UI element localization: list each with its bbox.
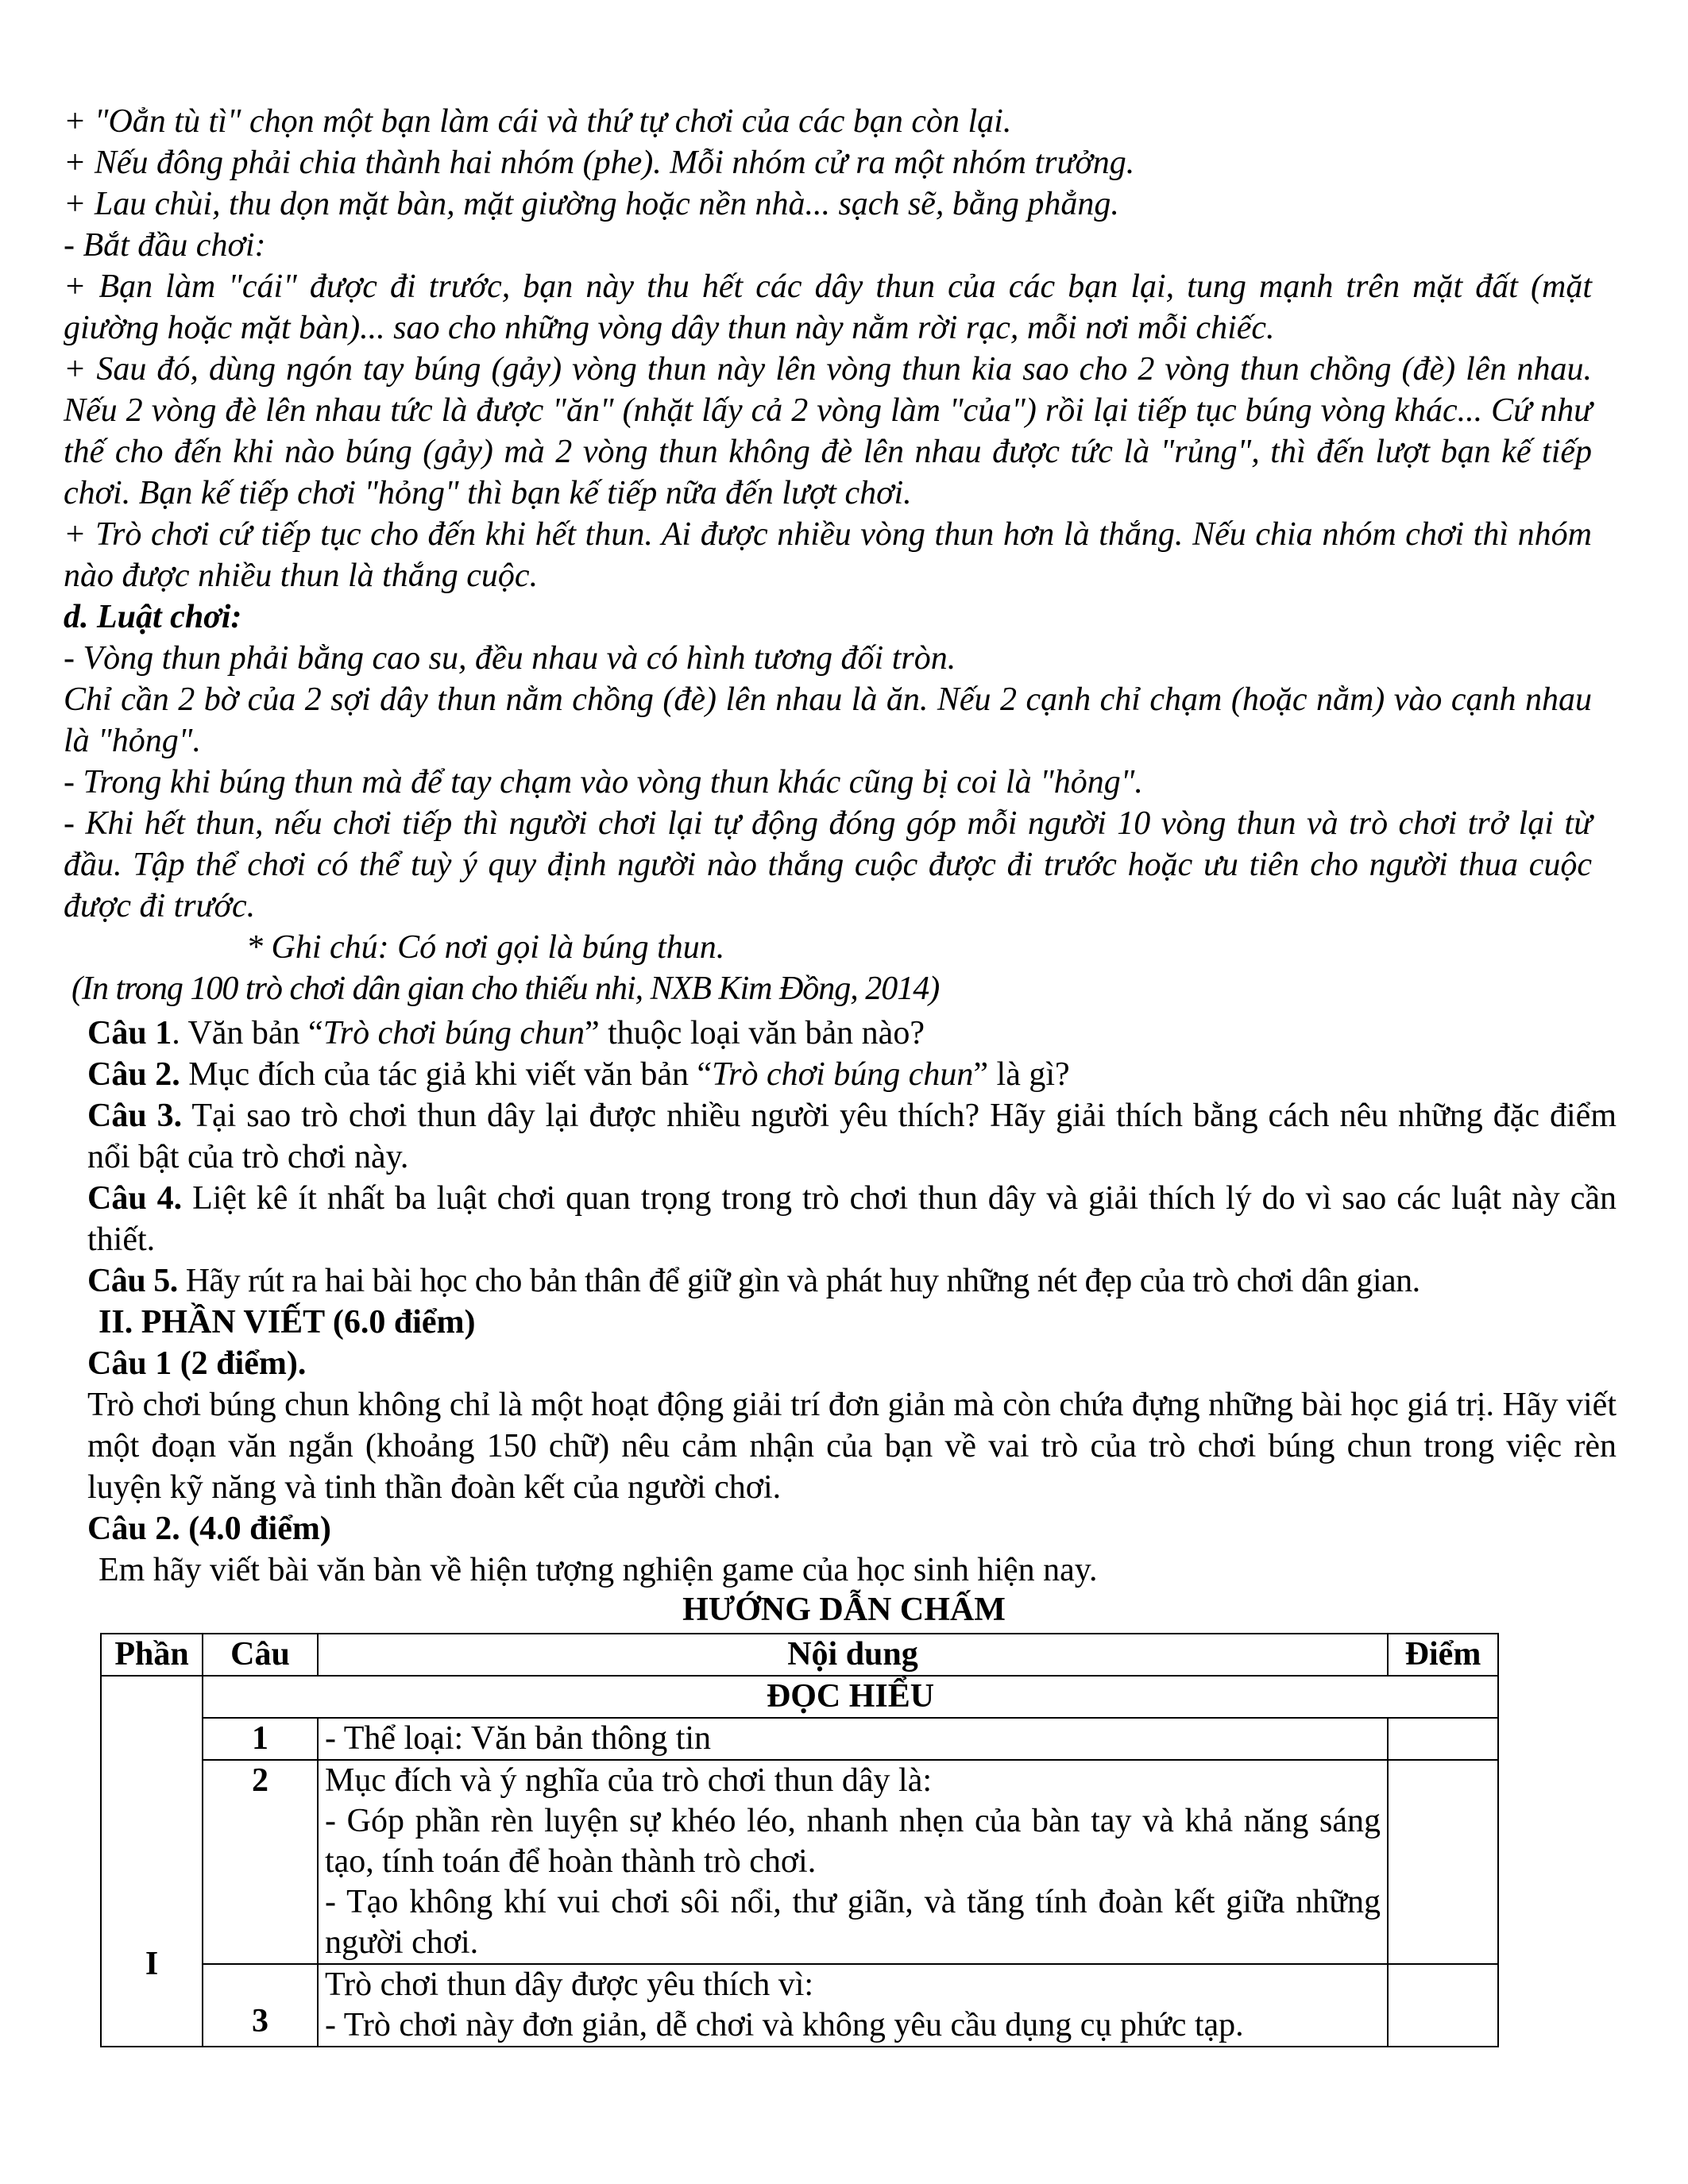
row-content: [318, 1718, 1388, 1760]
question-1: [87, 1013, 1617, 1054]
row-number: 2: [203, 1760, 318, 1964]
question-title: Trò chơi búng chun: [712, 1056, 974, 1093]
writing-q1-text: Trò chơi búng chun không chỉ là một hoạt động giải trí đơn giản mà còn chứa đựng những bài học giá trị. Hãy viết một đoạn văn ngắn (khoảng 150 chữ) nêu cảm nhận của bạn về vai trò của trò chơi búng chun trong việc rèn luyện kỹ năng và tinh thần đoàn kết của người chơi.: [87, 1387, 1617, 1506]
content-line: - Thể loại: Văn bản thông tin: [325, 1720, 712, 1757]
question-text: ” thuộc loại văn bản nào?: [584, 1015, 925, 1051]
rule-item: Chỉ cần 2 bờ của 2 sợi dây thun nằm chồng (đè) lên nhau là ăn. Nếu 2 cạnh chỉ chạm (hoặc nằm) vào cạnh nhau là "hỏng".: [64, 681, 1592, 759]
table-row: [101, 1760, 1498, 1964]
question-label: Câu 5.: [87, 1263, 178, 1299]
header-question: Câu: [203, 1634, 318, 1676]
question-text: Hãy rút ra hai bài học cho bản thân để giữ gìn và phát huy những nét đẹp của trò chơi dân gian.: [177, 1263, 1420, 1299]
question-2: [87, 1054, 1617, 1095]
section-label: ĐỌC HIỂU: [203, 1676, 1498, 1718]
header-part: Phần: [101, 1634, 203, 1676]
questions-section: [87, 1013, 1617, 1591]
part-cell: I: [101, 1676, 203, 2047]
content-line: Trò chơi thun dây được yêu thích vì:: [325, 1966, 814, 2003]
content-line: - Tạo không khí vui chơi sôi nổi, thư giãn, và tăng tính đoàn kết giữa những người chơi.: [325, 1884, 1381, 1961]
source-citation: (In trong 100 trò chơi dân gian cho thiếu nhi, NXB Kim Đồng, 2014): [71, 970, 940, 1007]
row-score: [1388, 1718, 1498, 1760]
note: * Ghi chú: Có nơi gọi là búng thun.: [246, 929, 725, 966]
grading-table: [100, 1633, 1499, 2047]
prep-line: + Nếu đông phải chia thành hai nhóm (phe). Mỗi nhóm cử ra một nhóm trưởng.: [64, 145, 1135, 181]
header-score: Điểm: [1388, 1634, 1498, 1676]
question-title: Trò chơi búng chun: [323, 1015, 585, 1051]
table-header-row: [101, 1634, 1498, 1676]
writing-heading: II. PHẦN VIẾT (6.0 điểm): [98, 1304, 476, 1341]
content-line: - Góp phần rèn luyện sự khéo léo, nhanh nhẹn của bàn tay và khả năng sáng tạo, tính toán để hoàn thành trò chơi.: [325, 1803, 1381, 1880]
question-text: Mục đích của tác giả khi viết văn bản “: [180, 1056, 713, 1093]
header-content: Nội dung: [318, 1634, 1388, 1676]
prep-line: - Bắt đầu chơi:: [64, 227, 266, 264]
question-label: Câu 3.: [87, 1098, 183, 1134]
row-score: [1388, 1760, 1498, 1964]
row-content: [318, 1760, 1388, 1964]
rules-heading: d. Luật chơi:: [64, 599, 242, 635]
play-paragraph: + Bạn làm "cái" được đi trước, bạn này thu hết các dây thun của các bạn lại, tung mạnh trên mặt đất (mặt giường hoặc mặt bàn)... sao cho những vòng dây thun này nằm rời rạc, mỗi nơi mỗi chiếc.: [64, 268, 1592, 346]
question-3: [87, 1095, 1617, 1178]
question-label: Câu 2.: [87, 1056, 180, 1093]
row-number: 3: [203, 1964, 318, 2047]
question-4: [87, 1178, 1617, 1260]
content-line: - Trò chơi này đơn giản, dễ chơi và không yêu cầu dụng cụ phức tạp.: [325, 2007, 1244, 2043]
prep-line: + "Oẳn tù tì" chọn một bạn làm cái và thứ tự chơi của các bạn còn lại.: [64, 103, 1012, 140]
content-line: Mục đích và ý nghĩa của trò chơi thun dây là:: [325, 1762, 932, 1799]
question-label: Câu 1: [87, 1015, 172, 1051]
question-5: [87, 1260, 1617, 1302]
question-text: ” là gì?: [973, 1056, 1070, 1093]
question-text: . Văn bản “: [172, 1015, 323, 1051]
question-label: Câu 4.: [87, 1180, 183, 1217]
writing-q2-text: Em hãy viết bài văn bàn về hiện tượng nghiện game của học sinh hiện nay.: [98, 1552, 1098, 1588]
rule-item: - Vòng thun phải bằng cao su, đều nhau và có hình tương đối tròn.: [64, 640, 956, 677]
row-score: [1388, 1964, 1498, 2047]
play-paragraph: + Sau đó, dùng ngón tay búng (gảy) vòng thun này lên vòng thun kia sao cho 2 vòng thun chồng (đè) lên nhau. Nếu 2 vòng đè lên nhau tức là được "ăn" (nhặt lấy cả 2 vòng làm "của") rồi lại tiếp tục búng vòng khác... Cứ như thế cho đến khi nào búng (gảy) mà 2 vòng thun không đè lên nhau được tức là "rủng", thì đến lượt bạn kế tiếp chơi. Bạn kế tiếp chơi "hỏng" thì bạn kế tiếp nữa đến lượt chơi.: [64, 351, 1592, 511]
question-text: Tại sao trò chơi thun dây lại được nhiều người yêu thích? Hãy giải thích bằng cách nêu những đặc điểm nổi bật của trò chơi này.: [87, 1098, 1617, 1175]
prep-line: + Lau chùi, thu dọn mặt bàn, mặt giường hoặc nền nhà... sạch sẽ, bằng phẳng.: [64, 186, 1119, 222]
question-text: Liệt kê ít nhất ba luật chơi quan trọng trong trò chơi thun dây và giải thích lý do vì sao các luật này cần thiết.: [87, 1180, 1617, 1258]
table-row: [101, 1718, 1498, 1760]
table-row: [101, 1964, 1498, 2047]
grading-title: HƯỚNG DẪN CHẤM: [682, 1592, 1006, 1628]
row-content: [318, 1964, 1388, 2047]
row-number: 1: [203, 1718, 318, 1760]
writing-q1-heading: Câu 1 (2 điểm).: [87, 1345, 307, 1382]
prep-section: [64, 101, 1592, 1009]
writing-q2-heading: Câu 2. (4.0 điểm): [87, 1511, 331, 1547]
rule-item: - Trong khi búng thun mà để tay chạm vào vòng thun khác cũng bị coi là "hỏng".: [64, 764, 1143, 801]
rule-item: - Khi hết thun, nếu chơi tiếp thì người chơi lại tự động đóng góp mỗi người 10 vòng thun và trò chơi trở lại từ đầu. Tập thể chơi có thể tuỳ ý quy định người nào thắng cuộc được đi trước hoặc ưu tiên cho người thua cuộc được đi trước.: [64, 805, 1592, 924]
section-row: [101, 1676, 1498, 1718]
play-paragraph: + Trò chơi cứ tiếp tục cho đến khi hết thun. Ai được nhiều vòng thun hơn là thắng. Nếu chia nhóm chơi thì nhóm nào được nhiều thun là thắng cuộc.: [64, 516, 1592, 594]
